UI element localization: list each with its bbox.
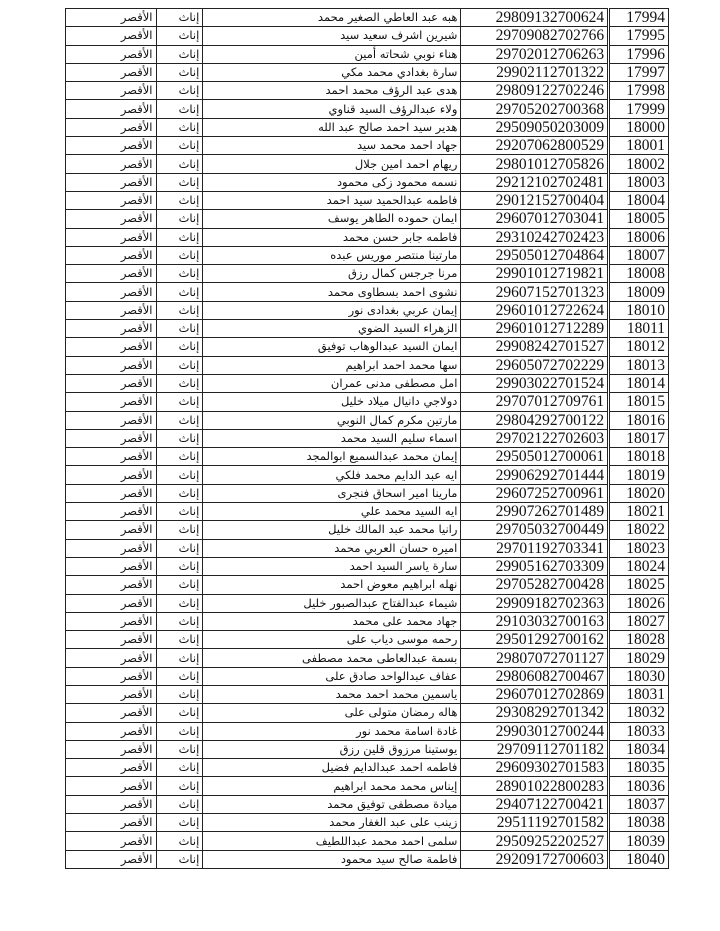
governorate-cell: الأقصر [66, 649, 157, 667]
gender-cell: إناث [156, 320, 203, 338]
table-row [66, 759, 669, 777]
gender-cell: إناث [156, 228, 203, 246]
serial-number-cell: 18010 [609, 301, 669, 319]
governorate-cell: الأقصر [66, 173, 157, 191]
governorate-cell: الأقصر [66, 9, 157, 27]
gender-cell: إناث [156, 393, 203, 411]
serial-number-cell: 18024 [609, 557, 669, 575]
serial-number-cell: 17997 [609, 63, 669, 81]
serial-number-cell: 17994 [609, 9, 669, 27]
governorate-cell: الأقصر [66, 411, 157, 429]
serial-number-cell: 18002 [609, 155, 669, 173]
serial-number-cell: 18004 [609, 191, 669, 209]
governorate-cell: الأقصر [66, 704, 157, 722]
governorate-cell: الأقصر [66, 374, 157, 392]
table-row [66, 795, 669, 813]
national-id-cell: 29709112701182 [461, 740, 609, 758]
serial-number-cell: 17999 [609, 100, 669, 118]
name-cell: نهله ابراهيم معوض احمد [203, 576, 461, 594]
governorate-cell: الأقصر [66, 777, 157, 795]
governorate-cell: الأقصر [66, 63, 157, 81]
name-cell: هاله رمضان متولى على [203, 704, 461, 722]
governorate-cell: الأقصر [66, 100, 157, 118]
governorate-cell: الأقصر [66, 356, 157, 374]
national-id-cell: 29907262701489 [461, 503, 609, 521]
national-id-cell: 29702012706263 [461, 45, 609, 63]
serial-number-cell: 18014 [609, 374, 669, 392]
table-row [66, 100, 669, 118]
governorate-cell: الأقصر [66, 338, 157, 356]
national-id-cell: 29509252202527 [461, 832, 609, 850]
gender-cell: إناث [156, 631, 203, 649]
serial-number-cell: 18022 [609, 521, 669, 539]
national-id-cell: 29705032700449 [461, 521, 609, 539]
governorate-cell: الأقصر [66, 429, 157, 447]
serial-number-cell: 18019 [609, 466, 669, 484]
name-cell: هناء نوبي شحاته أمين [203, 45, 461, 63]
table-row [66, 649, 669, 667]
gender-cell: إناث [156, 137, 203, 155]
table-row [66, 191, 669, 209]
gender-cell: إناث [156, 521, 203, 539]
table-row [66, 283, 669, 301]
gender-cell: إناث [156, 832, 203, 850]
name-cell: فاطمه جابر حسن محمد [203, 228, 461, 246]
governorate-cell: الأقصر [66, 191, 157, 209]
national-id-cell: 29407122700421 [461, 795, 609, 813]
governorate-cell: الأقصر [66, 228, 157, 246]
gender-cell: إناث [156, 484, 203, 502]
table-row [66, 45, 669, 63]
national-id-cell: 29103032700163 [461, 612, 609, 630]
governorate-cell: الأقصر [66, 27, 157, 45]
table-row [66, 301, 669, 319]
gender-cell: إناث [156, 777, 203, 795]
serial-number-cell: 18026 [609, 594, 669, 612]
table-row [66, 814, 669, 832]
national-id-cell: 29909182702363 [461, 594, 609, 612]
name-cell: هدى عبد الرؤف محمد احمد [203, 82, 461, 100]
name-cell: سلمى احمد محمد عبداللطيف [203, 832, 461, 850]
governorate-cell: الأقصر [66, 466, 157, 484]
name-cell: يوستينا مرزوق قلين رزق [203, 740, 461, 758]
governorate-cell: الأقصر [66, 246, 157, 264]
gender-cell: إناث [156, 466, 203, 484]
national-id-cell: 29804292700122 [461, 411, 609, 429]
table-row [66, 137, 669, 155]
name-cell: امل مصطفى مدنى عمران [203, 374, 461, 392]
serial-number-cell: 18001 [609, 137, 669, 155]
name-cell: اسماء سليم السيد محمد [203, 429, 461, 447]
name-cell: مارينا امير اسحاق فنجرى [203, 484, 461, 502]
name-cell: إيمان عربي بغدادى نور [203, 301, 461, 319]
serial-number-cell: 18031 [609, 685, 669, 703]
governorate-cell: الأقصر [66, 137, 157, 155]
national-id-cell: 29903012700244 [461, 722, 609, 740]
table-row [66, 503, 669, 521]
serial-number-cell: 18039 [609, 832, 669, 850]
name-cell: ياسمين محمد احمد محمد [203, 685, 461, 703]
governorate-cell: الأقصر [66, 155, 157, 173]
serial-number-cell: 18008 [609, 265, 669, 283]
table-row [66, 118, 669, 136]
gender-cell: إناث [156, 301, 203, 319]
serial-number-cell: 17995 [609, 27, 669, 45]
governorate-cell: الأقصر [66, 484, 157, 502]
name-cell: اميره حسان العربي محمد [203, 539, 461, 557]
table-row [66, 173, 669, 191]
table-row [66, 466, 669, 484]
name-cell: فاطمه احمد عبدالدايم فضيل [203, 759, 461, 777]
national-id-cell: 29501292700162 [461, 631, 609, 649]
national-id-cell: 29505012700061 [461, 448, 609, 466]
gender-cell: إناث [156, 356, 203, 374]
national-id-cell: 29906292701444 [461, 466, 609, 484]
governorate-cell: الأقصر [66, 667, 157, 685]
national-id-cell: 29903022701524 [461, 374, 609, 392]
table-row [66, 411, 669, 429]
name-cell: الزهراء السيد الضوي [203, 320, 461, 338]
national-id-cell: 29705202700368 [461, 100, 609, 118]
serial-number-cell: 18018 [609, 448, 669, 466]
name-cell: غادة اسامة محمد نور [203, 722, 461, 740]
name-cell: ايمان حموده الطاهر يوسف [203, 210, 461, 228]
table-row [66, 448, 669, 466]
national-id-cell: 29012152700404 [461, 191, 609, 209]
candidates-table [65, 8, 669, 869]
gender-cell: إناث [156, 594, 203, 612]
national-id-cell: 29212102702481 [461, 173, 609, 191]
serial-number-cell: 18040 [609, 850, 669, 868]
governorate-cell: الأقصر [66, 320, 157, 338]
gender-cell: إناث [156, 118, 203, 136]
table-row [66, 338, 669, 356]
name-cell: سها محمد احمد ابراهيم [203, 356, 461, 374]
gender-cell: إناث [156, 27, 203, 45]
table-row [66, 484, 669, 502]
table-row [66, 429, 669, 447]
name-cell: شيماء عبدالفتاح عبدالصبور خليل [203, 594, 461, 612]
national-id-cell: 29607252700961 [461, 484, 609, 502]
governorate-cell: الأقصر [66, 521, 157, 539]
name-cell: مارتينا منتصر موريس عبده [203, 246, 461, 264]
governorate-cell: الأقصر [66, 832, 157, 850]
serial-number-cell: 18032 [609, 704, 669, 722]
gender-cell: إناث [156, 338, 203, 356]
name-cell: جهاد احمد محمد سيد [203, 137, 461, 155]
serial-number-cell: 18011 [609, 320, 669, 338]
name-cell: ايه السيد محمد علي [203, 503, 461, 521]
governorate-cell: الأقصر [66, 82, 157, 100]
serial-number-cell: 18029 [609, 649, 669, 667]
table-row [66, 667, 669, 685]
serial-number-cell: 18023 [609, 539, 669, 557]
national-id-cell: 29601012712289 [461, 320, 609, 338]
name-cell: هبه عبد العاطي الصغير محمد [203, 9, 461, 27]
governorate-cell: الأقصر [66, 795, 157, 813]
national-id-cell: 29505012704864 [461, 246, 609, 264]
governorate-cell: الأقصر [66, 118, 157, 136]
name-cell: نشوى احمد بسطاوى محمد [203, 283, 461, 301]
name-cell: ايمان السيد عبدالوهاب توفيق [203, 338, 461, 356]
serial-number-cell: 18016 [609, 411, 669, 429]
table-row [66, 557, 669, 575]
table-row [66, 265, 669, 283]
name-cell: عفاف عبدالواحد صادق على [203, 667, 461, 685]
table-row [66, 82, 669, 100]
serial-number-cell: 18006 [609, 228, 669, 246]
national-id-cell: 29607152701323 [461, 283, 609, 301]
gender-cell: إناث [156, 246, 203, 264]
table-row [66, 704, 669, 722]
name-cell: رانيا محمد عبد المالك خليل [203, 521, 461, 539]
gender-cell: إناث [156, 612, 203, 630]
table-row [66, 63, 669, 81]
governorate-cell: الأقصر [66, 685, 157, 703]
serial-number-cell: 17996 [609, 45, 669, 63]
serial-number-cell: 18012 [609, 338, 669, 356]
governorate-cell: الأقصر [66, 722, 157, 740]
name-cell: هدير سيد احمد صالح عبد الله [203, 118, 461, 136]
table-row [66, 740, 669, 758]
table-row [66, 777, 669, 795]
gender-cell: إناث [156, 45, 203, 63]
name-cell: دولاجي دانيال ميلاد خليل [203, 393, 461, 411]
national-id-cell: 29607012702869 [461, 685, 609, 703]
gender-cell: إناث [156, 63, 203, 81]
governorate-cell: الأقصر [66, 850, 157, 868]
national-id-cell: 29801012705826 [461, 155, 609, 173]
table-row [66, 685, 669, 703]
serial-number-cell: 18021 [609, 503, 669, 521]
name-cell: مرنا جرجس كمال رزق [203, 265, 461, 283]
national-id-cell: 29511192701582 [461, 814, 609, 832]
serial-number-cell: 18003 [609, 173, 669, 191]
name-cell: مارتين مكرم كمال النوبي [203, 411, 461, 429]
national-id-cell: 29709082702766 [461, 27, 609, 45]
name-cell: إيناس محمد محمد ابراهيم [203, 777, 461, 795]
table-row [66, 521, 669, 539]
serial-number-cell: 17998 [609, 82, 669, 100]
serial-number-cell: 18027 [609, 612, 669, 630]
governorate-cell: الأقصر [66, 814, 157, 832]
name-cell: زينب على عبد الغفار محمد [203, 814, 461, 832]
national-id-cell: 29609302701583 [461, 759, 609, 777]
gender-cell: إناث [156, 850, 203, 868]
serial-number-cell: 18025 [609, 576, 669, 594]
name-cell: بسمة عبدالعاطى محمد مصطفى [203, 649, 461, 667]
serial-number-cell: 18037 [609, 795, 669, 813]
gender-cell: إناث [156, 576, 203, 594]
national-id-cell: 29905162703309 [461, 557, 609, 575]
serial-number-cell: 18036 [609, 777, 669, 795]
national-id-cell: 29702122702603 [461, 429, 609, 447]
serial-number-cell: 18038 [609, 814, 669, 832]
serial-number-cell: 18013 [609, 356, 669, 374]
governorate-cell: الأقصر [66, 301, 157, 319]
governorate-cell: الأقصر [66, 539, 157, 557]
serial-number-cell: 18028 [609, 631, 669, 649]
national-id-cell: 29807072701127 [461, 649, 609, 667]
serial-number-cell: 18034 [609, 740, 669, 758]
governorate-cell: الأقصر [66, 759, 157, 777]
gender-cell: إناث [156, 265, 203, 283]
national-id-cell: 29705282700428 [461, 576, 609, 594]
governorate-cell: الأقصر [66, 503, 157, 521]
gender-cell: إناث [156, 503, 203, 521]
name-cell: رحمه موسى دياب على [203, 631, 461, 649]
national-id-cell: 29809132700624 [461, 9, 609, 27]
national-id-cell: 29509050203009 [461, 118, 609, 136]
national-id-cell: 28901022800283 [461, 777, 609, 795]
national-id-cell: 29601012722624 [461, 301, 609, 319]
serial-number-cell: 18005 [609, 210, 669, 228]
table-row [66, 612, 669, 630]
national-id-cell: 29901012719821 [461, 265, 609, 283]
governorate-cell: الأقصر [66, 594, 157, 612]
governorate-cell: الأقصر [66, 448, 157, 466]
serial-number-cell: 18015 [609, 393, 669, 411]
serial-number-cell: 18020 [609, 484, 669, 502]
national-id-cell: 29310242702423 [461, 228, 609, 246]
governorate-cell: الأقصر [66, 631, 157, 649]
serial-number-cell: 18007 [609, 246, 669, 264]
gender-cell: إناث [156, 411, 203, 429]
table-row [66, 210, 669, 228]
governorate-cell: الأقصر [66, 393, 157, 411]
governorate-cell: الأقصر [66, 210, 157, 228]
national-id-cell: 29209172700603 [461, 850, 609, 868]
table-row [66, 393, 669, 411]
table-row [66, 374, 669, 392]
governorate-cell: الأقصر [66, 45, 157, 63]
name-cell: سارة ياسر السيد احمد [203, 557, 461, 575]
table-row [66, 27, 669, 45]
gender-cell: إناث [156, 667, 203, 685]
national-id-cell: 29701192703341 [461, 539, 609, 557]
table-row [66, 155, 669, 173]
table-row [66, 320, 669, 338]
gender-cell: إناث [156, 557, 203, 575]
gender-cell: إناث [156, 759, 203, 777]
governorate-cell: الأقصر [66, 612, 157, 630]
gender-cell: إناث [156, 173, 203, 191]
governorate-cell: الأقصر [66, 557, 157, 575]
gender-cell: إناث [156, 100, 203, 118]
national-id-cell: 29902112701322 [461, 63, 609, 81]
table-row [66, 9, 669, 27]
national-id-cell: 29308292701342 [461, 704, 609, 722]
name-cell: إيمان محمد عبدالسميع ابوالمجد [203, 448, 461, 466]
gender-cell: إناث [156, 82, 203, 100]
serial-number-cell: 18009 [609, 283, 669, 301]
serial-number-cell: 18000 [609, 118, 669, 136]
name-cell: ايه عبد الدايم محمد فلكي [203, 466, 461, 484]
national-id-cell: 29908242701527 [461, 338, 609, 356]
national-id-cell: 29806082700467 [461, 667, 609, 685]
table-row [66, 594, 669, 612]
national-id-cell: 29605072702229 [461, 356, 609, 374]
gender-cell: إناث [156, 374, 203, 392]
table-body [66, 9, 669, 869]
gender-cell: إناث [156, 448, 203, 466]
governorate-cell: الأقصر [66, 576, 157, 594]
table-row [66, 832, 669, 850]
national-id-cell: 29809122702246 [461, 82, 609, 100]
table-row [66, 539, 669, 557]
serial-number-cell: 18030 [609, 667, 669, 685]
name-cell: ميادة مصطفى توفيق محمد [203, 795, 461, 813]
name-cell: فاطمه عبدالحميد سيد احمد [203, 191, 461, 209]
gender-cell: إناث [156, 649, 203, 667]
table-row [66, 356, 669, 374]
name-cell: شيرين اشرف سعيد سيد [203, 27, 461, 45]
gender-cell: إناث [156, 740, 203, 758]
governorate-cell: الأقصر [66, 740, 157, 758]
gender-cell: إناث [156, 191, 203, 209]
table-row [66, 246, 669, 264]
national-id-cell: 29207062800529 [461, 137, 609, 155]
name-cell: جهاد محمد على محمد [203, 612, 461, 630]
table-row [66, 576, 669, 594]
gender-cell: إناث [156, 155, 203, 173]
gender-cell: إناث [156, 795, 203, 813]
gender-cell: إناث [156, 685, 203, 703]
gender-cell: إناث [156, 429, 203, 447]
gender-cell: إناث [156, 283, 203, 301]
serial-number-cell: 18017 [609, 429, 669, 447]
gender-cell: إناث [156, 814, 203, 832]
name-cell: ريهام احمد امين جلال [203, 155, 461, 173]
gender-cell: إناث [156, 539, 203, 557]
name-cell: سارة بغدادي محمد مكي [203, 63, 461, 81]
gender-cell: إناث [156, 9, 203, 27]
table-row [66, 722, 669, 740]
gender-cell: إناث [156, 210, 203, 228]
table-row [66, 631, 669, 649]
serial-number-cell: 18033 [609, 722, 669, 740]
table-row [66, 228, 669, 246]
governorate-cell: الأقصر [66, 283, 157, 301]
table-row [66, 850, 669, 868]
name-cell: ولاء عبدالرؤف السيد قناوي [203, 100, 461, 118]
gender-cell: إناث [156, 722, 203, 740]
national-id-cell: 29607012703041 [461, 210, 609, 228]
name-cell: نسمه محمود زكى محمود [203, 173, 461, 191]
serial-number-cell: 18035 [609, 759, 669, 777]
governorate-cell: الأقصر [66, 265, 157, 283]
gender-cell: إناث [156, 704, 203, 722]
name-cell: فاطمة صالح سيد محمود [203, 850, 461, 868]
national-id-cell: 29707012709761 [461, 393, 609, 411]
